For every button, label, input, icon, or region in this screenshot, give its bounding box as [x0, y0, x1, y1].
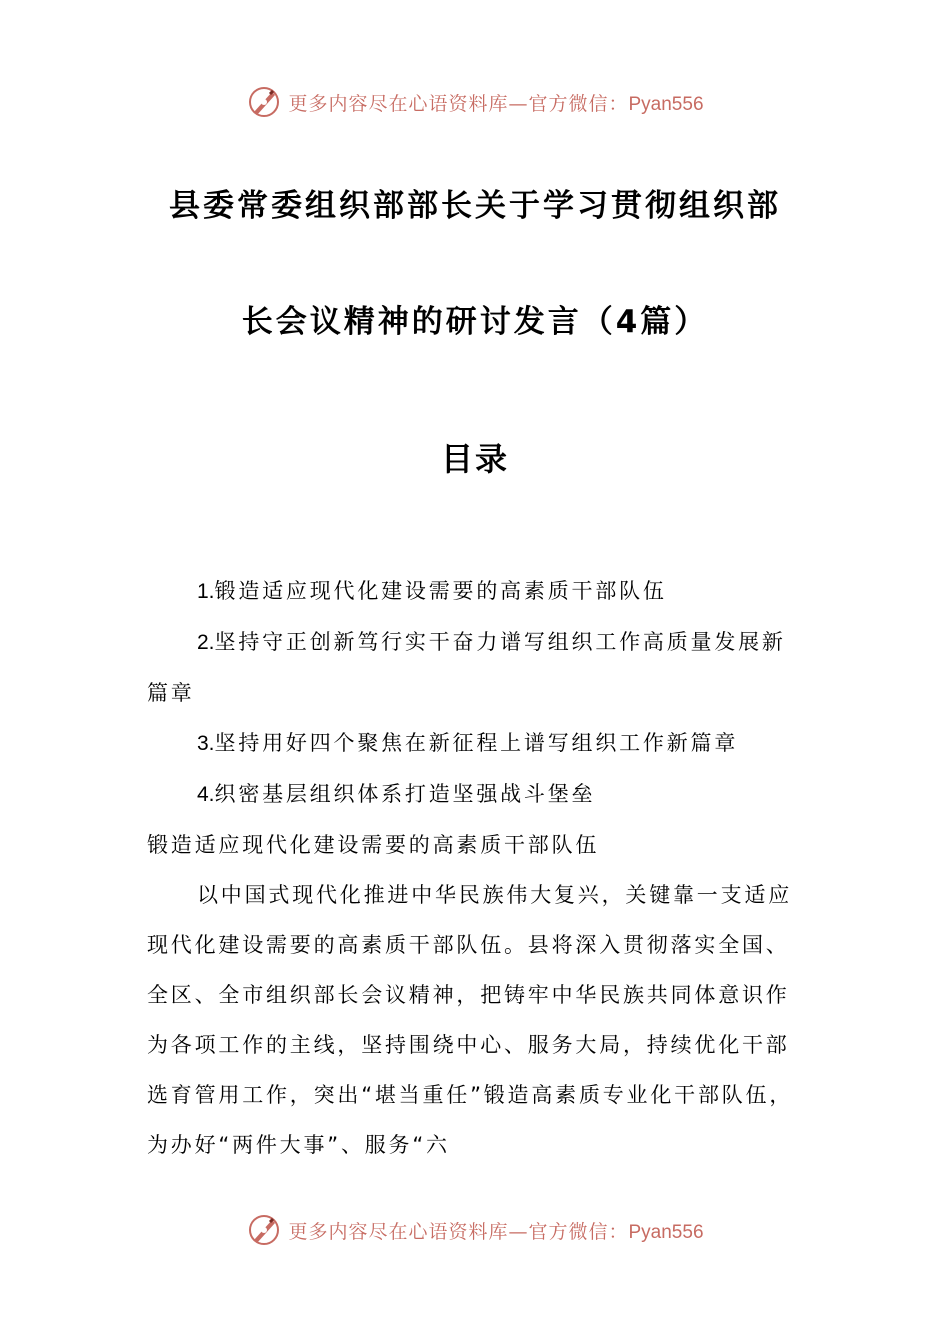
pen-logo-icon: [246, 84, 282, 120]
watermark-text: 更多内容尽在心语资料库—官方微信：Pyan556: [288, 1220, 704, 1243]
document-body: [147, 566, 807, 1170]
article-title: 锻造适应现代化建设需要的高素质干部队伍: [147, 833, 600, 857]
article-paragraph: 以中国式现代化推进中华民族伟大复兴，关键靠一支适应现代化建设需要的高素质干部队伍。县将深入贯彻落实全国、全区、全市组织部长会议精神，把铸牢中华民族共同体意识作为各项工作的主线，坚持围绕中心、服务大局，持续优化干部选育管用工作，突出“堪当重任”锻造高素质专业化干部队伍，为办好“两件大事”、服务“六: [147, 883, 794, 1157]
document-title-line-1: 县委常委组织部部长关于学习贯彻组织部: [169, 188, 781, 224]
watermark-text: 更多内容尽在心语资料库—官方微信：Pyan556: [288, 92, 704, 115]
toc-item: 1.锻造适应现代化建设需要的高素质干部队伍: [197, 579, 667, 603]
toc-item: 3.坚持用好四个聚焦在新征程上谱写组织工作新篇章: [197, 731, 739, 755]
toc-item: 2.坚持守正创新笃行实干奋力谱写组织工作高质量发展新篇章: [147, 630, 786, 705]
document-title-line-2: 长会议精神的研讨发言（4篇）: [241, 304, 709, 340]
toc-item: 4.织密基层组织体系打造坚强战斗堡垒: [197, 782, 596, 806]
footer-watermark: [0, 1210, 950, 1250]
header-watermark: [0, 82, 950, 122]
pen-logo-icon: [246, 1212, 282, 1248]
toc-heading: 目录: [440, 440, 509, 478]
